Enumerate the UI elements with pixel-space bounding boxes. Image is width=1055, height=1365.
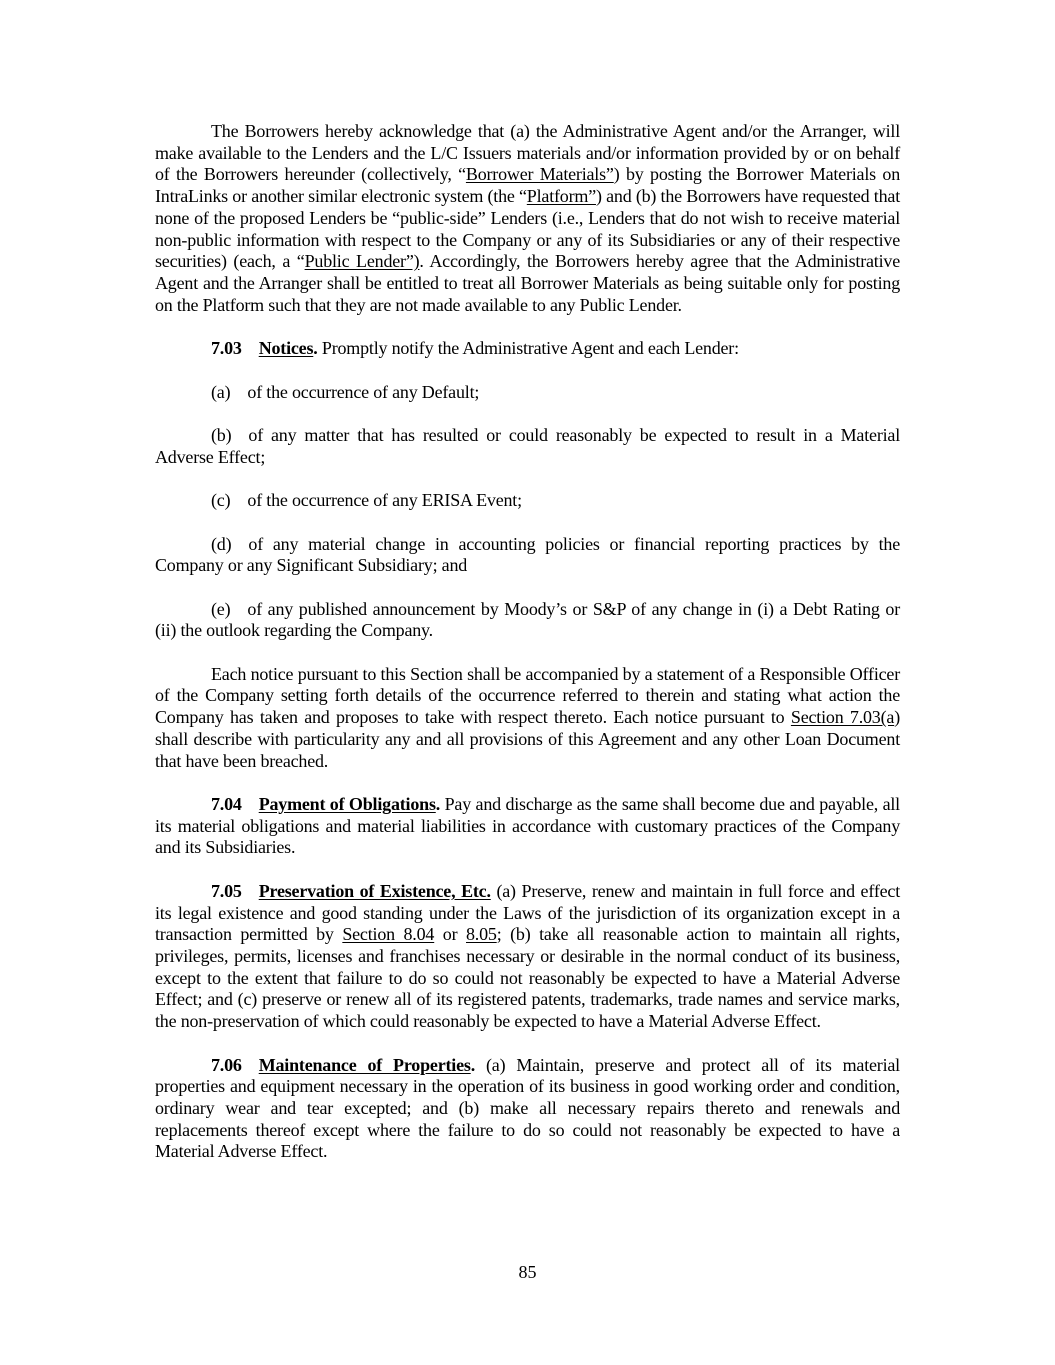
text-run: . Accordingly, the Borrowers hereby agree that the Administrative Agent and the Arranger shall be entitled to treat all Borrower Materials as being suitable only for posting on the Platform such that they are not made available to any Public Lender. (155, 251, 900, 315)
text-run: of the occurrence of any ERISA Event; (247, 490, 522, 511)
text-run: ) shall describe with particularity any and all provisions of this Agreement and any other Loan Document that have been breached. (155, 707, 900, 771)
text-run: Public Lender”) (304, 251, 420, 272)
text-run: of any matter that has resulted or could reasonably be expected to result in a Material Adverse Effect; (155, 424, 900, 467)
heading-run: Preservation of Existence, Etc. (258, 880, 491, 901)
heading-run: 7.04 (211, 794, 242, 815)
text-run: (c) (211, 490, 231, 511)
text-run: (a) (211, 381, 231, 402)
heading-run: 7.03 (211, 338, 242, 359)
text-run: The Borrowers hereby acknowledge that (a) the Administrative Agent and/or the Arranger, will make available to the Lenders and the L/C Issuers materials and/or information provided by or on behalf of the Borrowers hereunder (collectively, “ (155, 121, 900, 185)
text-run: Each notice pursuant to this Section shall be accompanied by a statement of a Responsible Officer of the Company setting forth details of the occurrence referred to therein and stating what action the Company has taken and proposes to take with respect thereto. Each notice pursuant to (155, 663, 900, 728)
text-run: ) by posting the Borrower Materials on IntraLinks or another similar electronic system (the “ (155, 164, 901, 207)
each-notice-paragraph (155, 664, 900, 773)
text-run: Section 8.04 (342, 924, 435, 945)
heading-run: 7.06 (211, 1054, 242, 1075)
list-item-a (155, 382, 900, 404)
document-body (155, 121, 900, 1185)
page-number: 85 (518, 1262, 537, 1282)
heading-run: . (470, 1054, 475, 1075)
section-7-05-paragraph (155, 881, 900, 1033)
text-run: (b) (211, 424, 232, 445)
text-run: (e) (211, 598, 231, 619)
text-run: Section 7.03(a (790, 707, 895, 728)
text-run: 8.05 (466, 924, 497, 945)
heading-run: . (435, 794, 441, 815)
text-run: of the occurrence of any Default; (247, 381, 480, 402)
heading-run: 7.05 (211, 880, 242, 901)
heading-run: Payment of Obligations (258, 794, 436, 815)
list-item-b (155, 425, 900, 468)
section-7-03-heading (155, 338, 900, 360)
list-item-d (155, 534, 900, 577)
section-7-04-paragraph (155, 794, 900, 859)
text-run: or (434, 924, 466, 945)
text-run: of any published announcement by Moody’s or S&P of any change in (i) a Debt Rating or (ii) the outlook regarding the Company. (155, 598, 900, 641)
text-run: (d) (211, 533, 232, 554)
text-run: Platform” (526, 186, 596, 207)
text-run: (a) Maintain, preserve and protect all of its material properties and equipment necessary in the operation of its business in good working order and condition, ordinary wear and tear excepted; and (b) make all necessary repairs thereto and renewals and replacements thereof except where the failure to do so could not reasonably be expected to have a Material Adverse Effect. (155, 1054, 900, 1162)
text-run: ) and (b) the Borrowers have requested that none of the proposed Lenders be “public-side” Lenders (i.e., Lenders that do not wish to receive material non-public information with respect to the Company or any of its Subsidiaries or any of their respective securities) (each, a “ (155, 186, 900, 272)
text-run: Borrower Materials” (465, 164, 614, 185)
heading-run: Maintenance of Properties (258, 1054, 471, 1075)
section-7-06-paragraph (155, 1055, 900, 1164)
text-run: Promptly notify the Administrative Agent and each Lender: (317, 338, 739, 359)
text-run: ; (b) take all reasonable action to maintain all rights, privileges, permits, licenses and franchises necessary or desirable in the normal conduct of its business, except to the extent that failure to do so could not reasonably be expected to have a Material Adverse Effect; and (c) preserve or renew all of its registered patents, trademarks, trade names and service marks, the non-preservation of which could reasonably be expected to have a Material Adverse Effect. (155, 924, 900, 1032)
list-item-c (155, 490, 900, 512)
heading-run: . (313, 338, 318, 359)
text-run: (a) Preserve, renew and maintain in full force and effect its legal existence and good standing under the Laws of the jurisdiction of its organization except in a transaction permitted by (155, 880, 900, 945)
page-footer (0, 1261, 1055, 1283)
intro-paragraph (155, 121, 900, 316)
text-run: Pay and discharge as the same shall become due and payable, all its material obligations and material liabilities in accordance with customary practices of the Company and its Subsidiaries. (155, 794, 900, 858)
heading-run: Notices (258, 338, 314, 359)
text-run: of any material change in accounting policies or financial reporting practices by the Company or any Significant Subsidiary; and (155, 533, 900, 576)
list-item-e (155, 599, 900, 642)
